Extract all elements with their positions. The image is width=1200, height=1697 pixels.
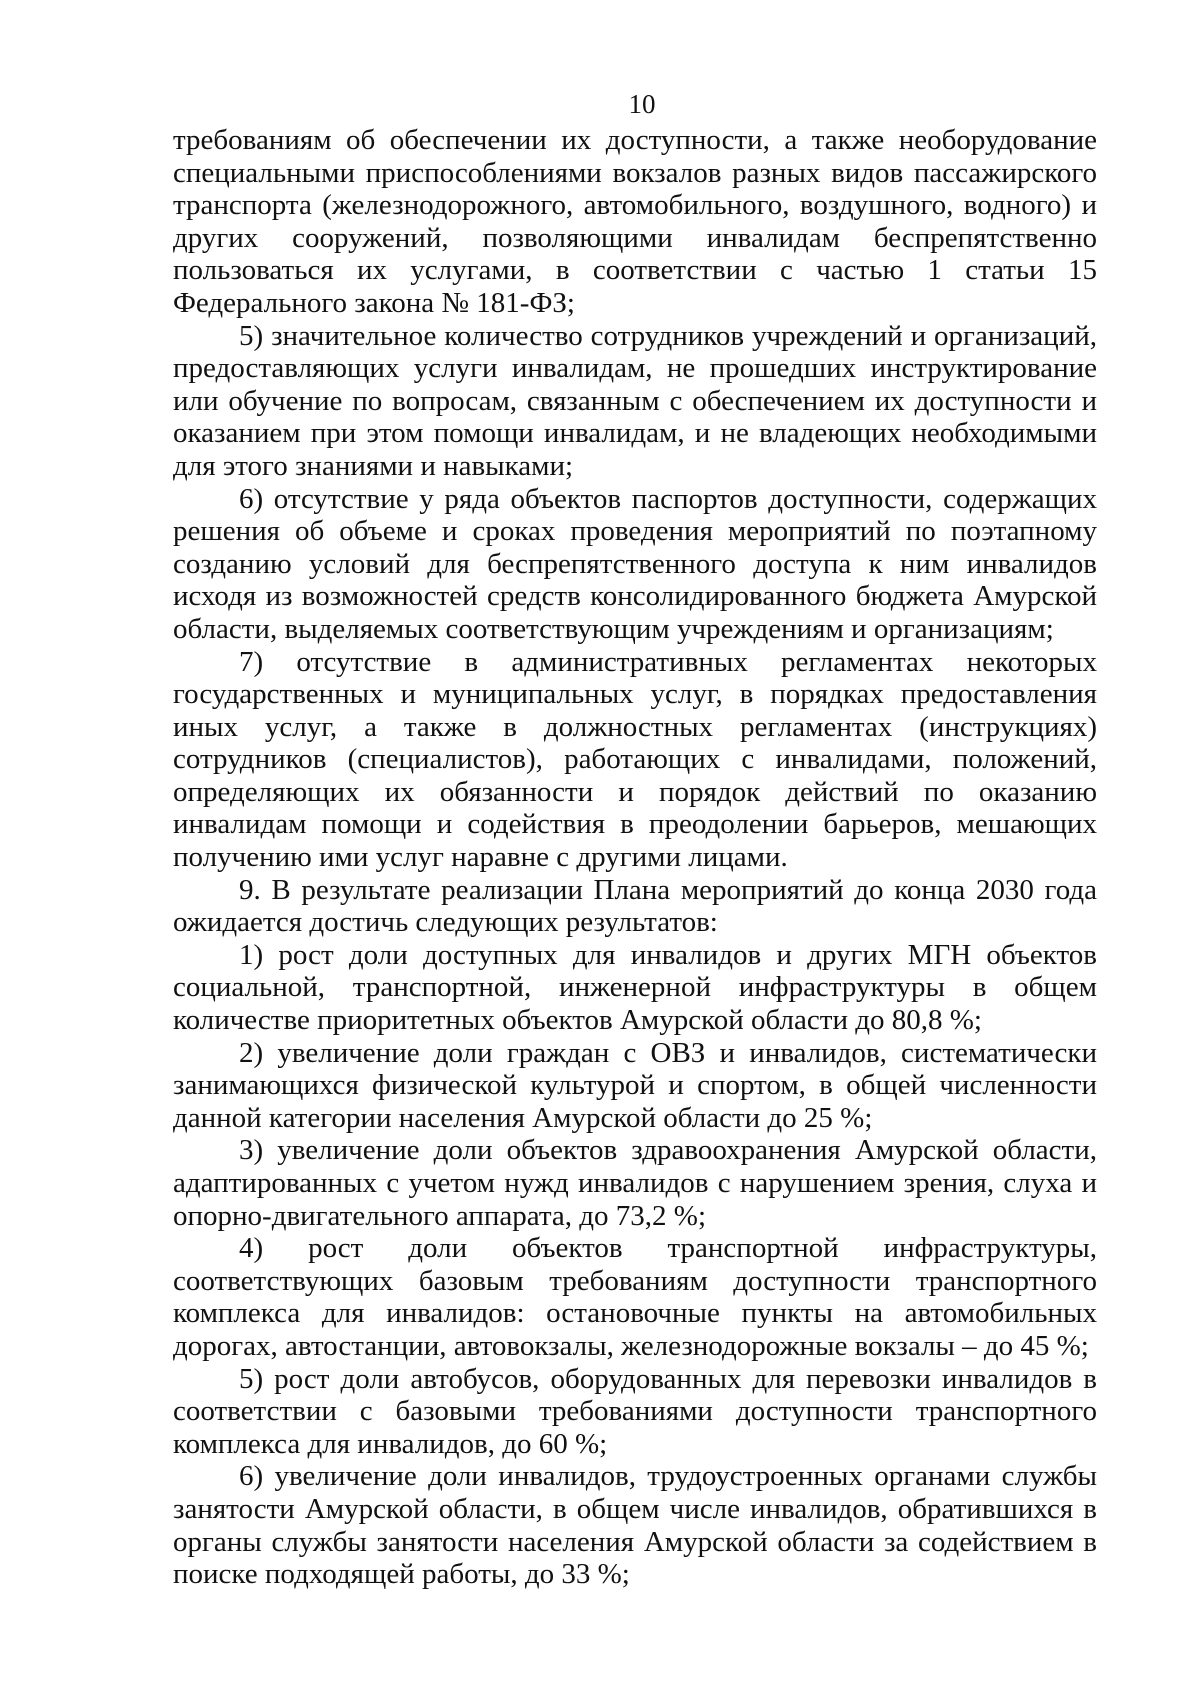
paragraph-item-6: 6) отсутствие у ряда объектов паспортов доступности, содержащих решения об объеме и сроках проведения мероприятий по поэтапному созданию условий для беспрепятственного доступа к ним инвалидов исходя из возможностей средств консолидированного бюджета Амурской области, выделяемых соответствующим учреждениям и организациям; [173,482,1097,645]
paragraph-item-5: 5) значительное количество сотрудников учреждений и организаций, предоставляющих услуги инвалидам, не прошедших инструктирование или обучение по вопросам, связанным с обеспечением их доступности и оказанием при этом помощи инвалидам, и не владеющих необходимыми для этого знаниями и навыками; [173,319,1097,482]
paragraph-section-9: 9. В результате реализации Плана мероприятий до конца 2030 года ожидается достичь следующих результатов: [173,873,1097,939]
paragraph-continuation: требованиям об обеспечении их доступности, а также необорудование специальными приспособлениями вокзалов разных видов пассажирского транспорта (железнодорожного, автомобильного, воздушного, водного) и других сооружений, позволяющими инвалидам беспрепятственно пользоваться их услугами, в соответствии с частью 1 статьи 15 Федерального закона № 181-ФЗ; [173,124,1097,319]
paragraph-result-1: 1) рост доли доступных для инвалидов и других МГН объектов социальной, транспортной, инженерной инфраструктуры в общем количестве приоритетных объектов Амурской области до 80,8 %; [173,938,1097,1037]
paragraph-result-3: 3) увеличение доли объектов здравоохранения Амурской области, адаптированных с учетом нужд инвалидов с нарушением зрения, слуха и опорно-двигательного аппарата, до 73,2 %; [173,1134,1097,1232]
paragraph-result-6: 6) увеличение доли инвалидов, трудоустроенных органами службы занятости Амурской области, в общем числе инвалидов, обратившихся в органы службы занятости населения Амурской области за содействием в поиске подходящей работы, до 33 %; [173,1460,1097,1591]
paragraph-result-4: 4) рост доли объектов транспортной инфраструктуры, соответствующих базовым требованиям доступности транспортного комплекса для инвалидов: остановочные пункты на автомобильных дорогах, автостанции, автовокзалы, железнодорожные вокзалы – до 45 %; [173,1232,1097,1362]
paragraph-item-7: 7) отсутствие в административных регламентах некоторых государственных и муниципальных услуг, в порядках предоставления иных услуг, а также в должностных регламентах (инструкциях) сотрудников (специалистов), работающих с инвалидами, положений, определяющих их обязанности и порядок действий по оказанию инвалидам помощи и содействия в преодолении барьеров, мешающих получению ими услуг наравне с другими лицами. [173,645,1097,874]
page-number: 10 [628,89,656,119]
document-body [173,124,1097,1591]
paragraph-result-5: 5) рост доли автобусов, оборудованных для перевозки инвалидов в соответствии с базовыми требованиями доступности транспортного комплекса для инвалидов, до 60 %; [173,1362,1097,1460]
paragraph-result-2: 2) увеличение доли граждан с ОВЗ и инвалидов, систематически занимающихся физической культурой и спортом, в общей численности данной категории населения Амурской области до 25 %; [173,1036,1097,1134]
